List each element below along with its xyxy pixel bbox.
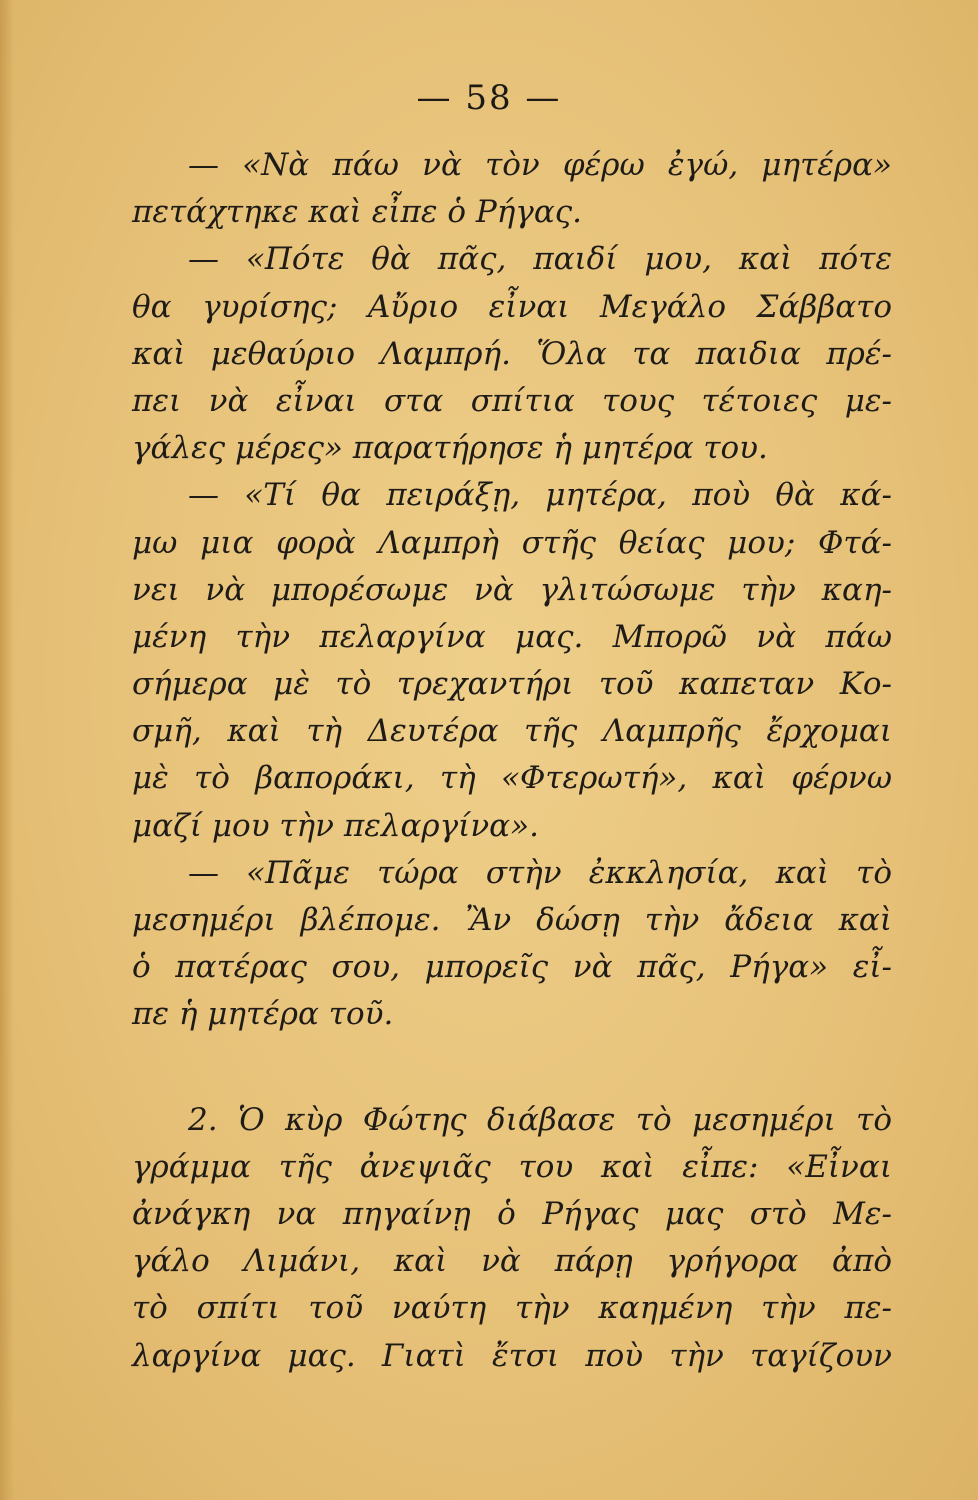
text-line: μεσημέρι βλέπομε. Ἂν δώσῃ τὴν ἄδεια καὶ xyxy=(132,902,892,938)
text-line: μω μια φορὰ Λαμπρὴ στῆς θείας μου; Φτά- xyxy=(132,524,892,561)
text-line: σμῆ, καὶ τὴ Δευτέρα τῆς Λαμπρῆς ἔρχομαι xyxy=(132,713,892,750)
text-line: ὁ πατέρας σου, μπορεῖς νὰ πᾶς, Ρήγα» εἶ- xyxy=(132,949,892,986)
text-line: τὸ σπίτι τοῦ ναύτη τὴν καημένη τὴν πε- xyxy=(132,1290,892,1327)
text-line: — «Πᾶμε τώρα στὴν ἐκκλησία, καὶ τὸ xyxy=(188,854,892,891)
body-text xyxy=(132,142,892,1380)
text-line: καὶ μεθαύριο Λαμπρή. Ὅλα τα παιδια πρέ- xyxy=(132,335,892,372)
text-line: μένη τὴν πελαργίνα μας. Μπορῶ νὰ πάω xyxy=(132,618,892,655)
text-line: — «Νὰ πάω νὰ τὸν φέρω ἐγώ, μητέρα» xyxy=(188,147,892,183)
text-line: λαργίνα μας. Γιατὶ ἔτσι ποὺ τὴν ταγίζουν xyxy=(132,1337,892,1374)
text-line: σήμερα μὲ τὸ τρεχαντήρι τοῦ καπεταν Κο- xyxy=(132,666,892,703)
text-line: θα γυρίσης; Αὔριο εἶναι Μεγάλο Σάββατο xyxy=(132,288,892,325)
text-line: μὲ τὸ βαποράκι, τὴ «Φτερωτή», καὶ φέρνω xyxy=(132,760,892,797)
text-line: πετάχτηκε καὶ εἶπε ὁ Ρήγας. xyxy=(132,194,582,231)
text-line: μαζί μου τὴν πελαργίνα». xyxy=(132,807,539,844)
text-line: πει νὰ εἶναι στα σπίτια τους τέτοιες με- xyxy=(132,382,892,419)
page-number: — 58 — xyxy=(416,78,562,118)
text-line: — «Τί θα πειράξῃ, μητέρα, ποὺ θὰ κά- xyxy=(188,477,892,514)
section-gap xyxy=(132,1039,892,1097)
page-edge-shadow xyxy=(0,0,14,1500)
text-line: πε ἡ μητέρα τοῦ. xyxy=(132,996,394,1033)
text-line: ἀνάγκη να πηγαίνῃ ὁ Ρήγας μας στὸ Με- xyxy=(132,1195,892,1232)
text-line: 2. Ὁ κὺρ Φώτης διάβασε τὸ μεσημέρι τὸ xyxy=(188,1101,892,1138)
text-line: — «Πότε θὰ πᾶς, παιδί μου, καὶ πότε xyxy=(188,241,892,278)
text-line: νει νὰ μπορέσωμε νὰ γλιτώσωμε τὴν καη- xyxy=(132,571,892,608)
text-line: γάλες μέρες» παρατήρησε ἡ μητέρα του. xyxy=(132,430,768,467)
text-line: γάλο Λιμάνι, καὶ νὰ πάρῃ γρήγορα ἀπὸ xyxy=(132,1243,892,1280)
text-line: γράμμα τῆς ἀνεψιᾶς του καὶ εἶπε: «Εἶναι xyxy=(132,1148,892,1185)
